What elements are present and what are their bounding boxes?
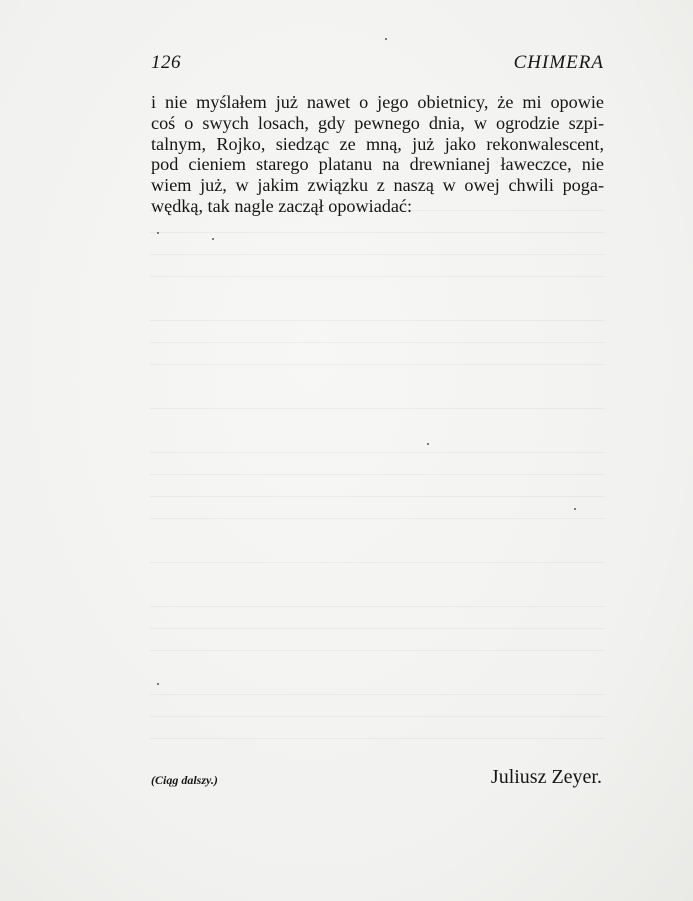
bleed-through-line xyxy=(150,650,605,660)
paper-speck xyxy=(212,238,214,240)
page-footer xyxy=(151,766,604,792)
author-signature: Juliusz Zeyer. xyxy=(490,766,602,788)
bleed-through-line xyxy=(150,628,605,638)
bleed-through-line xyxy=(150,474,605,484)
bleed-through-line xyxy=(150,496,605,506)
text-line: wiem już, w jakim związku z naszą w owej chwili poga- xyxy=(151,175,604,196)
bleed-through-line xyxy=(150,408,605,418)
bleed-through-line xyxy=(150,518,605,528)
running-title: CHIMERA xyxy=(513,52,604,73)
bleed-through-line xyxy=(150,276,605,286)
paper-speck xyxy=(157,683,159,685)
paper-speck xyxy=(427,443,429,445)
bleed-through-line xyxy=(150,606,605,616)
text-line: talnym, Rojko, siedząc ze mną, już jako rekonwalescent, xyxy=(151,133,604,154)
bleed-through-line xyxy=(150,562,605,572)
bleed-through-line xyxy=(150,342,605,352)
bleed-through-line xyxy=(150,716,605,726)
paper-speck xyxy=(574,508,576,510)
page-header xyxy=(151,52,604,76)
bleed-through-line xyxy=(150,232,605,242)
text-line: wędką, tak nagle zaczął opowiadać: xyxy=(151,195,413,216)
bleed-through-line xyxy=(150,694,605,704)
bleed-through-line xyxy=(150,738,605,748)
text-line: coś o swych losach, gdy pewnego dnia, w ogrodzie szpi- xyxy=(151,112,604,133)
paper-speck xyxy=(385,38,387,40)
bleed-through-line xyxy=(150,254,605,264)
page-number: 126 xyxy=(151,52,181,73)
bleed-through-line xyxy=(150,320,605,330)
body-paragraph xyxy=(151,92,604,217)
text-line: pod cieniem starego platanu na drewnianej ławeczce, nie xyxy=(151,154,604,175)
text-line: i nie myślałem już nawet o jego obietnicy, że mi opowie xyxy=(151,92,604,112)
bleed-through-line xyxy=(150,364,605,374)
bleed-through-line xyxy=(150,452,605,462)
paper-speck xyxy=(157,232,159,234)
continued-note: (Ciąg dalszy.) xyxy=(151,773,218,787)
